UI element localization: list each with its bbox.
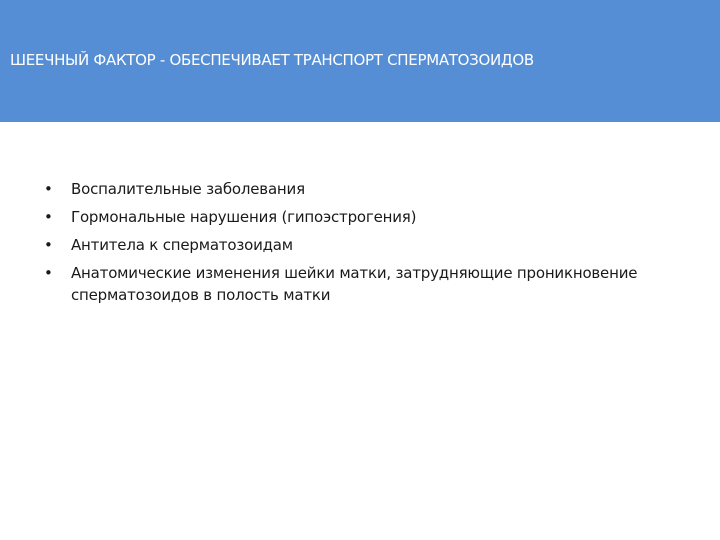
header-band [0,0,720,122]
slide-title: ШЕЕЧНЫЙ ФАКТОР - ОБЕСПЕЧИВАЕТ ТРАНСПОРТ СПЕРМАТОЗОИДОВ [10,51,534,69]
bullet-item: • Анатомические изменения шейки матки, затрудняющие проникновение сперматозоидов в полость матки [44,262,644,306]
bullet-item: • Воспалительные заболевания [44,178,644,200]
bullet-item: • Гормональные нарушения (гипоэстрогения) [44,206,644,228]
bullet-list [44,178,644,312]
bullet-item: • Антитела к сперматозоидам [44,234,644,256]
